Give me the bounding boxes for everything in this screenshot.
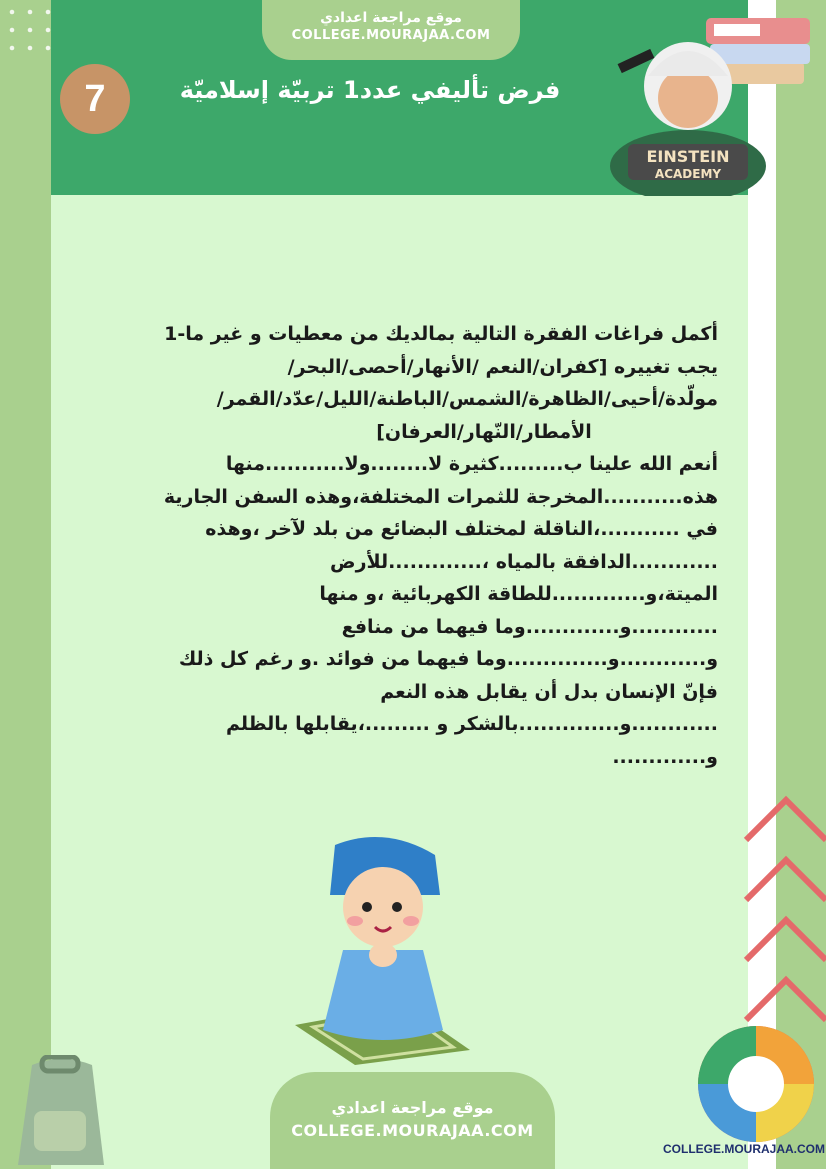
site-url-footer[interactable]: COLLEGE.MOURAJAA.COM [291,1121,534,1140]
site-name-footer: موقع مراجعة اعدادي [331,1098,494,1117]
text-line: الأمطار/النّهار/العرفان] [376,420,592,443]
text-line: يجب تغييره [كفران/النعم /الأنهار/أحصى/البحر/ [287,355,718,378]
page-title: فرض تأليفي عدد1 تربيّة إسلاميّة [179,76,561,104]
text-line: في ...........،الناقلة لمختلف البضائع من بلد لآخر ،وهذه [205,518,718,540]
subjects-wheel-icon [694,1022,819,1147]
school-bag-icon [2,1055,117,1169]
text-line: و............و..............وما فيهما من فوائد .و رغم كل ذلك [178,648,718,670]
top-site-banner[interactable] [262,0,520,60]
text-line: ............الدافقة بالمياه ،.............للأرض [330,550,718,573]
text-line: أنعم الله علينا ب.........كثيرة لا........ولا...........منها [225,453,718,475]
bottom-site-banner[interactable] [270,1072,555,1169]
logo-text-einstein: EINSTEIN [646,147,730,166]
site-url[interactable]: COLLEGE.MOURAJAA.COM [291,28,491,43]
exam-number-badge: 7 [60,64,130,134]
text-line: أكمل فراغات الفقرة التالية بمالديك من معطيات و غير ما-1 [164,323,718,345]
corner-site-url[interactable]: COLLEGE.MOURAJAA.COM [663,1142,825,1156]
einstein-academy-logo [598,16,778,196]
text-line: الميتة،و.............للطاقة الكهربائية ،و منها [319,583,718,605]
text-line: مولّدة/أحيى/الظاهرة/الشمس/الباطنة/الليل/عدّد/القمر/ [216,388,718,410]
praying-boy-illustration [285,835,480,1065]
text-line: ............و.............وما فيهما من منافع [341,615,718,638]
text-line: هذه...........المخرجة للثمرات المختلفة،وهذه السفن الجارية [163,485,718,508]
logo-text-academy: ACADEMY [654,167,722,181]
exercise-text [100,318,718,773]
text-line: فإنّ الإنسان بدل أن يقابل هذه النعم [380,680,718,703]
text-line: ............و..............بالشكر و .........،يقابلها بالظلم [226,713,718,735]
site-name: موقع مراجعة اعدادي [320,10,462,26]
text-line: و............. [612,745,718,768]
